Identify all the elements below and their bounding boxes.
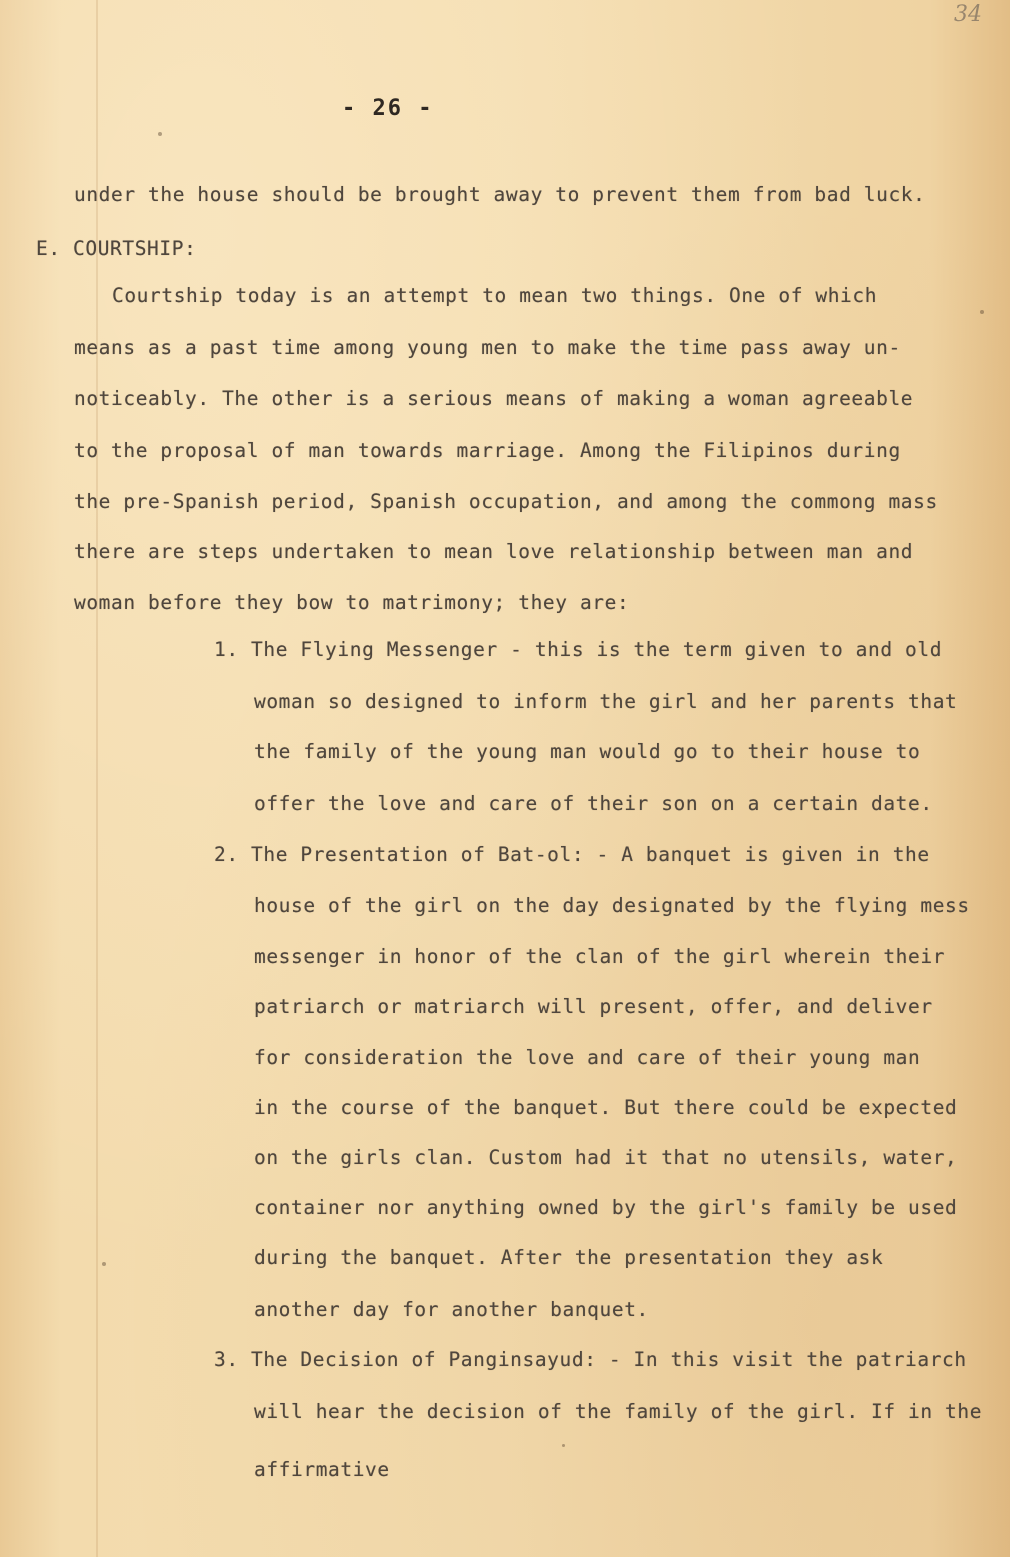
text-line: the pre-Spanish period, Spanish occupation, and among the commong mass (74, 490, 938, 513)
paper-speck (158, 132, 162, 136)
text-line: under the house should be brought away to prevent them from bad luck. (74, 183, 926, 206)
list-item-line: during the banquet. After the presentation they ask (254, 1246, 884, 1269)
list-item-line: messenger in honor of the clan of the girl wherein their (254, 945, 946, 968)
corner-mark: 34 (954, 2, 982, 27)
text-line: to the proposal of man towards marriage. Among the Filipinos during (74, 439, 901, 462)
list-item-first-line: 2. The Presentation of Bat-ol: - A banquet is given in the (214, 843, 930, 866)
list-item-first-line: 1. The Flying Messenger - this is the term given to and old (214, 638, 943, 661)
page-number: - 26 - (342, 96, 434, 121)
list-item-line: the family of the young man would go to their house to (254, 740, 921, 763)
paper-speck (102, 1262, 106, 1266)
list-item-line: affirmative (254, 1458, 390, 1481)
section-heading: E. COURTSHIP: (36, 237, 197, 260)
text-line: there are steps undertaken to mean love relationship between man and (74, 540, 914, 563)
list-item-line: woman so designed to inform the girl and her parents that (254, 690, 958, 713)
list-item-line: in the course of the banquet. But there could be expected (254, 1096, 958, 1119)
list-item-line: offer the love and care of their son on a certain date. (254, 792, 933, 815)
list-item-line: patriarch or matriarch will present, offer, and deliver (254, 995, 933, 1018)
text-line: Courtship today is an attempt to mean two things. One of which (112, 284, 878, 307)
list-item-line: will hear the decision of the family of the girl. If in the (254, 1400, 983, 1423)
list-item-first-line: 3. The Decision of Panginsayud: - In this visit the patriarch (214, 1348, 967, 1371)
paper-speck (562, 1444, 565, 1447)
list-item-line: house of the girl on the day designated by the flying mess (254, 894, 970, 917)
paper-speck (980, 310, 984, 314)
text-line: means as a past time among young men to make the time pass away un- (74, 336, 901, 359)
list-item-line: for consideration the love and care of their young man (254, 1046, 921, 1069)
text-line: woman before they bow to matrimony; they are: (74, 591, 630, 614)
list-item-line: another day for another banquet. (254, 1298, 649, 1321)
list-item-line: container nor anything owned by the girl's family be used (254, 1196, 958, 1219)
text-line: noticeably. The other is a serious means of making a woman agreeable (74, 387, 914, 410)
paper-fold-shadow (96, 0, 98, 1557)
list-item-line: on the girls clan. Custom had it that no utensils, water, (254, 1146, 958, 1169)
